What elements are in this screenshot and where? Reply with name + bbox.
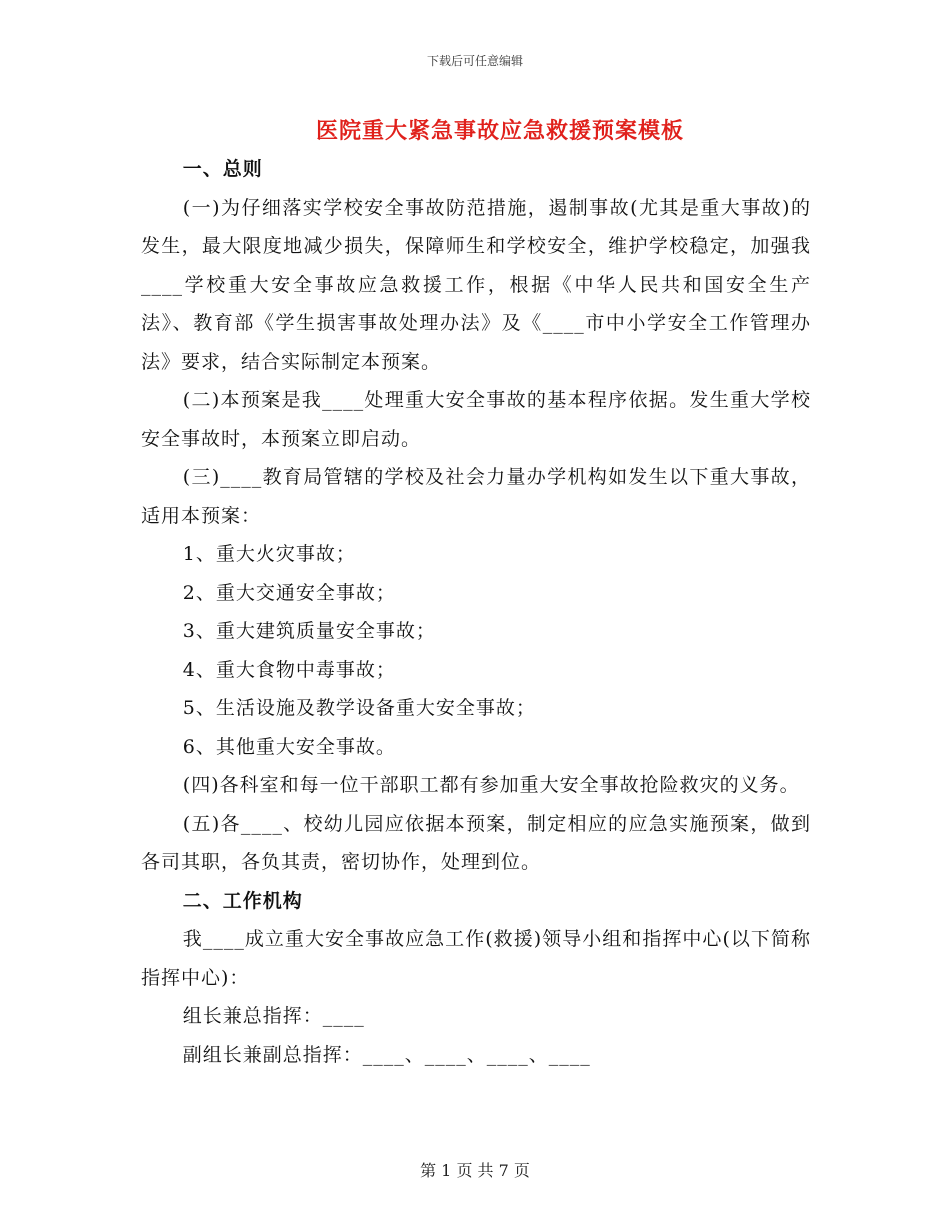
list-item: 4、重大食物中毒事故； bbox=[182, 658, 396, 681]
list-item: 5、生活设施及教学设备重大安全事故； bbox=[182, 697, 536, 719]
paragraph-general-2: (二)本预案是我____处理重大安全事故的基本程序依据。发生重大学校安全事故时，本预案立即启动。 bbox=[141, 389, 811, 450]
list-item: 3、重大建筑质量安全事故； bbox=[182, 620, 436, 642]
paragraph-general-3: (三)____教育局管辖的学校及社会力量办学机构如发生以下重大事故，适用本预案： bbox=[141, 466, 811, 527]
header-note: 下载后可任意编辑 bbox=[426, 54, 523, 68]
page-number: 第 1 页 共 7 页 bbox=[420, 1161, 530, 1180]
list-item: 1、重大火灾事故； bbox=[182, 543, 356, 565]
document-body bbox=[141, 150, 811, 1074]
paragraph-general-5: (五)各____、校幼儿园应依据本预案，制定相应的应急实施预案，做到各司其职，各负其责，密切协作，处理到位。 bbox=[141, 812, 811, 873]
paragraph-general-4: (四)各科室和每一位干部职工都有参加重大安全事故抢险救灾的义务。 bbox=[182, 774, 800, 796]
paragraph-organization-2: 组长兼总指挥：____ bbox=[182, 1005, 365, 1027]
section-heading-organization: 二、工作机构 bbox=[182, 889, 303, 912]
section-heading-general: 一、总则 bbox=[182, 158, 263, 180]
document-title: 医院重大紧急事故应急救援预案模板 bbox=[315, 118, 684, 144]
list-item: 6、其他重大安全事故。 bbox=[182, 735, 396, 758]
paragraph-organization-3: 副组长兼副总指挥：____、____、____、____ bbox=[182, 1043, 591, 1066]
list-item: 2、重大交通安全事故； bbox=[182, 581, 396, 604]
paragraph-general-1: (一)为仔细落实学校安全事故防范措施，遏制事故(尤其是重大事故)的发生，最大限度地减少损失，保障师生和学校安全，维护学校稳定，加强我____学校重大安全事故应急救援工作，根据《中华人民共和国安全生产法》、教育部《学生损害事故处理办法》及《____市中小学安全工作管理办法》要求，结合实际制定本预案。 bbox=[141, 196, 811, 373]
paragraph-organization-1: 我____成立重大安全事故应急工作(救援)领导小组和指挥中心(以下简称指挥中心)： bbox=[141, 928, 811, 989]
